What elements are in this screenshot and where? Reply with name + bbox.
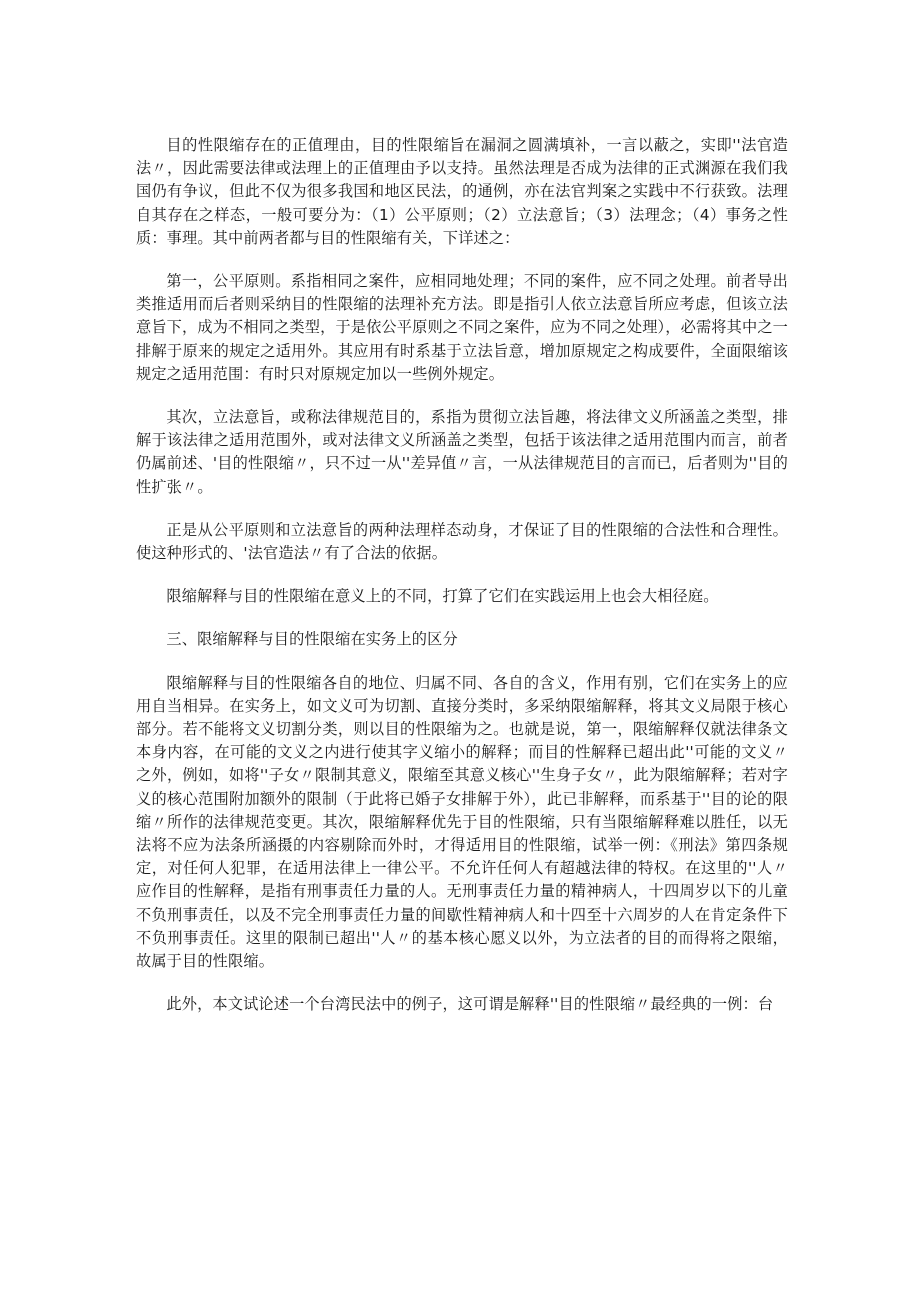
paragraph-legitimacy: 正是从公平原则和立法意旨的两种法理样态动身，才保证了目的性限缩的合法性和合理性。使这种形式的、'法官造法〃有了合法的依据。 bbox=[136, 520, 788, 563]
paragraph-taiwan-example: 此外，本文试论述一个台湾民法中的例子，这可谓是解释''目的性限缩〃最经典的一例：台 bbox=[166, 995, 774, 1014]
paragraph-legislative-intent: 其次，立法意旨，或称法律规范目的，系指为贯彻立法旨趣，将法律文义所涵盖之类型，排解于该法律之适用范围外，或对法律文义所涵盖之类型，包括于该法律之适用范围内而言，前者仍属前述、'目的性限缩〃，只不过一从''差异值〃言，一从法律规范目的言而已，后者则为''目的性扩张〃。 bbox=[136, 408, 788, 496]
paragraph-difference-intro: 限缩解释与目的性限缩在意义上的不同，打算了它们在实践运用上也会大相径庭。 bbox=[166, 587, 719, 606]
paragraph-fairness-principle: 第一，公平原则。系指相同之案件，应相同地处理；不同的案件，应不同之处理。前者导出类推适用而后者则采纳目的性限缩的法理补充方法。即是指引人依立法意旨所应考虑，但该立法意旨下，成为不相同之类型，于是依公平原则之不同之案件，应为不同之处理），必需将其中之一排解于原来的规定之适用外。其应用有时系基于立法旨意，增加原规定之构成要件，全面限缩该规定之适用范围：有时只对原规定加以一些例外规定。 bbox=[136, 272, 788, 383]
document-body bbox=[136, 134, 788, 1017]
section-heading: 三、限缩解释与目的性限缩在实务上的区分 bbox=[166, 630, 458, 649]
paragraph-justification: 目的性限缩存在的正值理由，目的性限缩旨在漏洞之圆满填补，一言以蔽之，实即''法官造法〃，因此需要法律或法理上的正值理由予以支持。虽然法理是否成为法律的正式渊源在我们我国仍有争议，但此不仅为很多我国和地区民法，的通例，亦在法官判案之实践中不行获致。法理自其存在之样态，一般可要分为：（1）公平原则；（2）立法意旨；（3）法理念；（4）事务之性质：事理。其中前两者都与目的性限缩有关，下详述之： bbox=[136, 136, 788, 247]
paragraph-practice-differences: 限缩解释与目的性限缩各自的地位、归属不同、各自的含义，作用有别，它们在实务上的应用自当相异。在实务上，如文义可为切割、直接分类时，多采纳限缩解释，将其文义局限于核心部分。若不能将文义切割分类，则以目的性限缩为之。也就是说，第一，限缩解释仅就法律条文本身内容，在可能的文义之内进行使其字义缩小的解释；而目的性解释已超出此''可能的文义〃之外，例如，如将''子女〃限制其意义，限缩至其意义核心''生身子女〃，此为限缩解释；若对字义的核心范围附加额外的限制（于此将已婚子女排解于外），此已非解释，而系基于''目的论的限缩〃所作的法律规范变更。其次，限缩解释优先于目的性限缩，只有当限缩解释难以胜任，以无法将不应为法条所涵摄的内容剔除而外时，才得适用目的性限缩，试举一例：《刑法》第四条规定，对任何人犯罪，在适用法律上一律公平。不允许任何人有超越法律的特权。在这里的''人〃应作目的性解释，是指有刑事责任力量的人。无刑事责任力量的精神病人，十四周岁以下的儿童不负刑事责任，以及不完全刑事责任力量的间歇性精神病人和十四至十六周岁的人在肯定条件下不负刑事责任。这里的限制已超出''人〃的基本核心愿义以外，为立法者的目的而得将之限缩，故属于目的性限缩。 bbox=[136, 673, 788, 971]
